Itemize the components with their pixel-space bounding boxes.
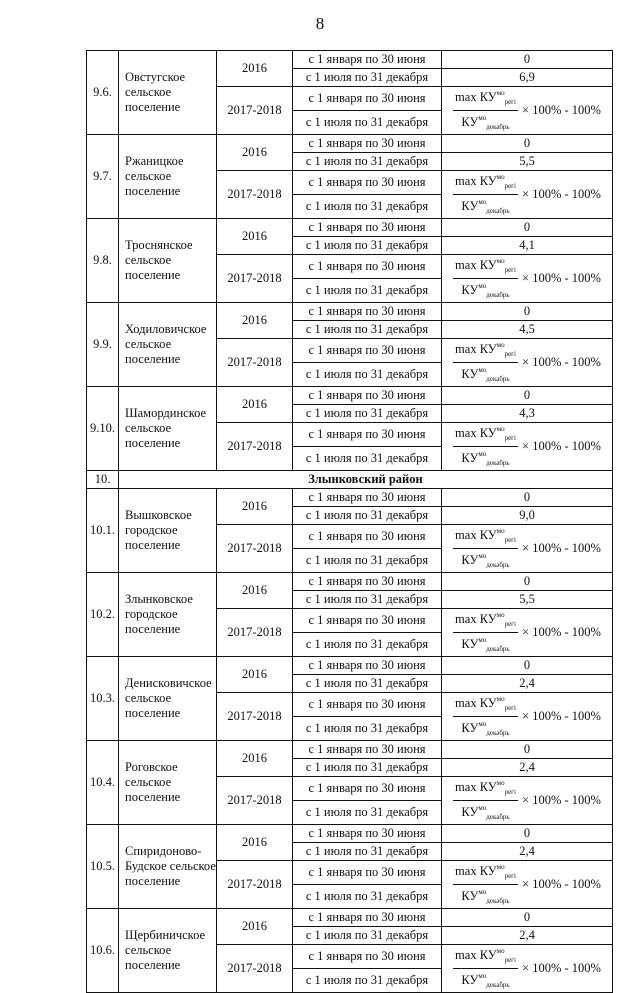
formula-fraction [453,339,518,386]
value-cell: 0 [442,909,613,927]
year-cell: 2017-2018 [217,525,293,573]
year-cell: 2016 [217,825,293,861]
year-cell: 2016 [217,303,293,339]
formula-denominator: $КУ^{мо}_{декабрь}$ [461,552,510,569]
period-cell: с 1 января по 30 июня [293,87,442,111]
formula-fraction [453,945,518,992]
year-cell: 2017-2018 [217,255,293,303]
year-cell: 2017-2018 [217,171,293,219]
formula-numerator: $\max КУ^{мо}_{регi}$ [453,945,518,969]
formula-cell [442,945,613,993]
district-name: Злынковский район [119,471,613,489]
period-cell: с 1 июля по 31 декабря [293,633,442,657]
formula-multiplier: × 100% - 100% [522,187,601,202]
formula-cell [442,339,613,387]
formula-fraction [453,777,518,824]
period-cell: с 1 января по 30 июня [293,171,442,195]
formula-cell [442,777,613,825]
year-cell: 2017-2018 [217,87,293,135]
value-cell: 0 [442,573,613,591]
formula-numerator: $\max КУ^{мо}_{регi}$ [453,525,518,549]
district-number: 10. [87,471,119,489]
formula-cell [442,693,613,741]
period-cell: с 1 июля по 31 декабря [293,927,442,945]
year-cell: 2016 [217,573,293,609]
value-cell: 0 [442,219,613,237]
year-cell: 2017-2018 [217,693,293,741]
period-cell: с 1 января по 30 июня [293,51,442,69]
formula-fraction [453,255,518,302]
year-cell: 2016 [217,387,293,423]
table-row [87,387,613,405]
table-row [87,135,613,153]
period-cell: с 1 июля по 31 декабря [293,507,442,525]
table-row [87,51,613,69]
period-cell: с 1 июля по 31 декабря [293,321,442,339]
table-row [87,909,613,927]
year-cell: 2017-2018 [217,861,293,909]
period-cell: с 1 июля по 31 декабря [293,447,442,471]
period-cell: с 1 января по 30 июня [293,423,442,447]
settlement-name: Овстугское сельское поселение [119,51,217,135]
value-cell: 2,4 [442,759,613,777]
value-cell: 2,4 [442,927,613,945]
row-number: 10.1. [87,489,119,573]
formula-fraction [453,171,518,218]
year-cell: 2017-2018 [217,609,293,657]
table-row [87,573,613,591]
formula-numerator: $\max КУ^{мо}_{регi}$ [453,339,518,363]
settlement-name: Злынковское городское поселение [119,573,217,657]
period-cell: с 1 января по 30 июня [293,303,442,321]
formula-denominator: $КУ^{мо}_{декабрь}$ [461,636,510,653]
formula-cell [442,255,613,303]
formula-cell [442,861,613,909]
value-cell: 2,4 [442,675,613,693]
period-cell: с 1 июля по 31 декабря [293,363,442,387]
formula-fraction [453,861,518,908]
period-cell: с 1 января по 30 июня [293,741,442,759]
value-cell: 0 [442,825,613,843]
value-cell: 9,0 [442,507,613,525]
year-cell: 2017-2018 [217,777,293,825]
table-row [87,741,613,759]
period-cell: с 1 июля по 31 декабря [293,111,442,135]
period-cell: с 1 января по 30 июня [293,777,442,801]
formula-numerator: $\max КУ^{мо}_{регi}$ [453,861,518,885]
year-cell: 2016 [217,219,293,255]
formula-multiplier: × 100% - 100% [522,439,601,454]
tariff-table [86,50,613,993]
period-cell: с 1 июля по 31 декабря [293,405,442,423]
formula-cell [442,171,613,219]
value-cell: 0 [442,387,613,405]
period-cell: с 1 января по 30 июня [293,573,442,591]
settlement-name: Спиридоново-Будское сельское поселение [119,825,217,909]
settlement-name: Щербиничское сельское поселение [119,909,217,993]
period-cell: с 1 июля по 31 декабря [293,717,442,741]
formula-multiplier: × 100% - 100% [522,355,601,370]
table-row [87,657,613,675]
value-cell: 2,4 [442,843,613,861]
formula-denominator: $КУ^{мо}_{декабрь}$ [461,282,510,299]
formula-multiplier: × 100% - 100% [522,877,601,892]
formula-denominator: $КУ^{мо}_{декабрь}$ [461,804,510,821]
period-cell: с 1 января по 30 июня [293,609,442,633]
formula-numerator: $\max КУ^{мо}_{регi}$ [453,255,518,279]
formula-cell [442,423,613,471]
year-cell: 2017-2018 [217,339,293,387]
formula-numerator: $\max КУ^{мо}_{регi}$ [453,609,518,633]
row-number: 9.10. [87,387,119,471]
period-cell: с 1 января по 30 июня [293,489,442,507]
formula-cell [442,609,613,657]
formula-numerator: $\max КУ^{мо}_{регi}$ [453,87,518,111]
formula-fraction [453,87,518,134]
period-cell: с 1 июля по 31 декабря [293,195,442,219]
formula-multiplier: × 100% - 100% [522,271,601,286]
row-number: 9.7. [87,135,119,219]
period-cell: с 1 января по 30 июня [293,525,442,549]
settlement-name: Роговское сельское поселение [119,741,217,825]
period-cell: с 1 января по 30 июня [293,945,442,969]
value-cell: 5,5 [442,591,613,609]
period-cell: с 1 января по 30 июня [293,219,442,237]
period-cell: с 1 июля по 31 декабря [293,801,442,825]
value-cell: 0 [442,135,613,153]
settlement-name: Ржаницкое сельское поселение [119,135,217,219]
value-cell: 0 [442,51,613,69]
row-number: 9.6. [87,51,119,135]
period-cell: с 1 июля по 31 декабря [293,969,442,993]
value-cell: 0 [442,741,613,759]
value-cell: 0 [442,657,613,675]
settlement-name: Ходиловичское сельское поселение [119,303,217,387]
row-number: 9.9. [87,303,119,387]
formula-fraction [453,423,518,470]
period-cell: с 1 июля по 31 декабря [293,153,442,171]
period-cell: с 1 января по 30 июня [293,339,442,363]
settlement-name: Вышковское городское поселение [119,489,217,573]
table-row [87,219,613,237]
value-cell: 5,5 [442,153,613,171]
row-number: 10.5. [87,825,119,909]
settlement-name: Троснянское сельское поселение [119,219,217,303]
table-row [87,303,613,321]
period-cell: с 1 июля по 31 декабря [293,69,442,87]
formula-multiplier: × 100% - 100% [522,709,601,724]
row-number: 10.6. [87,909,119,993]
formula-multiplier: × 100% - 100% [522,961,601,976]
formula-fraction [453,609,518,656]
formula-multiplier: × 100% - 100% [522,541,601,556]
value-cell: 6,9 [442,69,613,87]
year-cell: 2016 [217,489,293,525]
period-cell: с 1 января по 30 июня [293,825,442,843]
formula-denominator: $КУ^{мо}_{декабрь}$ [461,720,510,737]
formula-multiplier: × 100% - 100% [522,793,601,808]
period-cell: с 1 января по 30 июня [293,909,442,927]
row-number: 10.3. [87,657,119,741]
formula-denominator: $КУ^{мо}_{декабрь}$ [461,366,510,383]
period-cell: с 1 июля по 31 декабря [293,591,442,609]
period-cell: с 1 января по 30 июня [293,387,442,405]
settlement-name: Шамординское сельское поселение [119,387,217,471]
period-cell: с 1 января по 30 июня [293,693,442,717]
period-cell: с 1 июля по 31 декабря [293,549,442,573]
formula-multiplier: × 100% - 100% [522,625,601,640]
table-row [87,489,613,507]
formula-fraction [453,525,518,572]
formula-numerator: $\max КУ^{мо}_{регi}$ [453,693,518,717]
year-cell: 2016 [217,741,293,777]
table-row [87,825,613,843]
value-cell: 0 [442,489,613,507]
year-cell: 2017-2018 [217,423,293,471]
year-cell: 2017-2018 [217,945,293,993]
value-cell: 4,3 [442,405,613,423]
period-cell: с 1 января по 30 июня [293,657,442,675]
formula-denominator: $КУ^{мо}_{декабрь}$ [461,450,510,467]
year-cell: 2016 [217,657,293,693]
formula-cell [442,87,613,135]
formula-numerator: $\max КУ^{мо}_{регi}$ [453,171,518,195]
formula-multiplier: × 100% - 100% [522,103,601,118]
formula-denominator: $КУ^{мо}_{декабрь}$ [461,972,510,989]
formula-fraction [453,693,518,740]
formula-denominator: $КУ^{мо}_{декабрь}$ [461,888,510,905]
value-cell: 4,5 [442,321,613,339]
period-cell: с 1 января по 30 июня [293,255,442,279]
page-number: 8 [315,14,325,33]
year-cell: 2016 [217,135,293,171]
row-number: 10.4. [87,741,119,825]
formula-denominator: $КУ^{мо}_{декабрь}$ [461,198,510,215]
formula-denominator: $КУ^{мо}_{декабрь}$ [461,114,510,131]
period-cell: с 1 июля по 31 декабря [293,759,442,777]
value-cell: 0 [442,303,613,321]
period-cell: с 1 января по 30 июня [293,135,442,153]
year-cell: 2016 [217,51,293,87]
row-number: 10.2. [87,573,119,657]
settlement-name: Денисковичское сельское поселение [119,657,217,741]
period-cell: с 1 июля по 31 декабря [293,843,442,861]
formula-numerator: $\max КУ^{мо}_{регi}$ [453,423,518,447]
period-cell: с 1 января по 30 июня [293,861,442,885]
formula-numerator: $\max КУ^{мо}_{регi}$ [453,777,518,801]
period-cell: с 1 июля по 31 декабря [293,885,442,909]
period-cell: с 1 июля по 31 декабря [293,675,442,693]
row-number: 9.8. [87,219,119,303]
period-cell: с 1 июля по 31 декабря [293,237,442,255]
formula-cell [442,525,613,573]
year-cell: 2016 [217,909,293,945]
period-cell: с 1 июля по 31 декабря [293,279,442,303]
value-cell: 4,1 [442,237,613,255]
district-row [87,471,613,489]
